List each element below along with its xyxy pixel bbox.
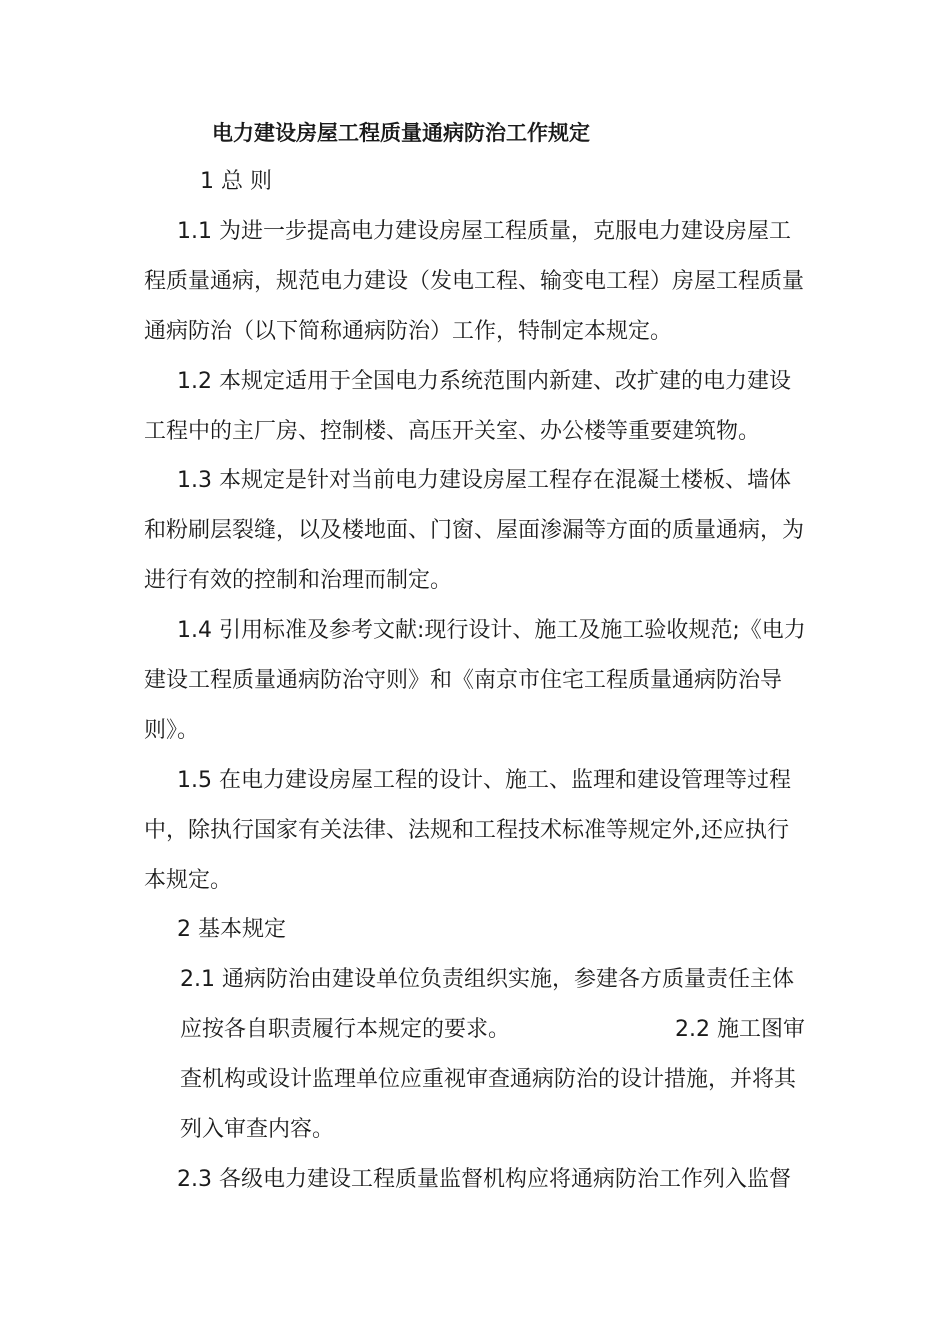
- paragraph-1-3-line-2: 和粉刷层裂缝，以及楼地面、门窗、屋面渗漏等方面的质量通病，为: [144, 518, 805, 543]
- paragraph-1-4-line-1: 1.4 引用标准及参考文献:现行设计、施工及施工验收规范;《电力: [177, 618, 806, 643]
- paragraph-2-1-line-1: 2.1 通病防治由建设单位负责组织实施，参建各方质量责任主体: [180, 967, 794, 992]
- paragraph-1-3-line-1: 1.3 本规定是针对当前电力建设房屋工程存在混凝土楼板、墙体: [177, 468, 791, 493]
- section-heading-basic-rules: 2 基本规定: [177, 917, 286, 942]
- paragraph-2-1-line-2: 应按各自职责履行本规定的要求。: [180, 1017, 511, 1042]
- paragraph-1-5-line-2: 中，除执行国家有关法律、法规和工程技术标准等规定外,还应执行: [144, 818, 789, 843]
- document-title: 电力建设房屋工程质量通病防治工作规定: [212, 121, 590, 145]
- paragraph-1-5-line-1: 1.5 在电力建设房屋工程的设计、施工、监理和建设管理等过程: [177, 768, 791, 793]
- paragraph-1-2-line-1: 1.2 本规定适用于全国电力系统范围内新建、改扩建的电力建设: [177, 369, 791, 394]
- paragraph-2-2-line-2: 查机构或设计监理单位应重视审查通病防治的设计措施，并将其: [180, 1067, 797, 1092]
- paragraph-1-1-line-1: 1.1 为进一步提高电力建设房屋工程质量，克服电力建设房屋工: [177, 219, 791, 244]
- section-heading-general: 1 总 则: [200, 169, 272, 194]
- paragraph-1-2-line-2: 工程中的主厂房、控制楼、高压开关室、办公楼等重要建筑物。: [144, 419, 761, 444]
- paragraph-1-1-line-3: 通病防治（以下简称通病防治）工作，特制定本规定。: [144, 319, 673, 344]
- paragraph-1-5-line-3: 本规定。: [144, 868, 233, 893]
- paragraph-1-1-line-2: 程质量通病，规范电力建设（发电工程、输变电工程）房屋工程质量: [144, 269, 805, 294]
- paragraph-2-2-line-1: 2.2 施工图审: [675, 1017, 805, 1042]
- paragraph-1-3-line-3: 进行有效的控制和治理而制定。: [144, 568, 453, 593]
- paragraph-1-4-line-2: 建设工程质量通病防治守则》和《南京市住宅工程质量通病防治导: [144, 668, 783, 693]
- paragraph-2-2-line-3: 列入审查内容。: [180, 1117, 335, 1142]
- paragraph-2-3-line-1: 2.3 各级电力建设工程质量监督机构应将通病防治工作列入监督: [177, 1167, 791, 1192]
- paragraph-1-4-line-3: 则》。: [144, 718, 200, 743]
